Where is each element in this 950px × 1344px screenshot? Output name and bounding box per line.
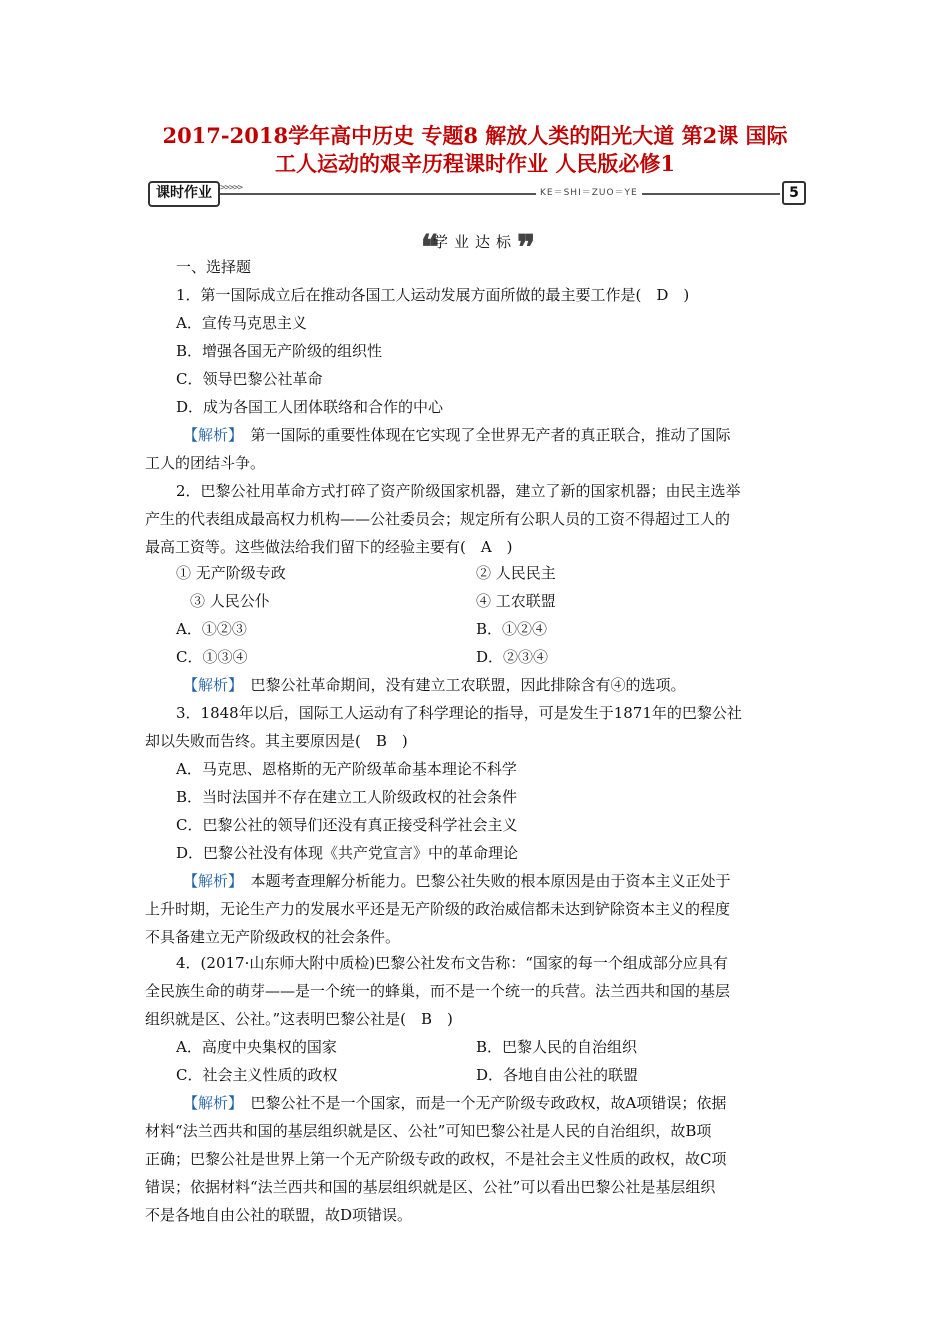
text-line	[145, 1121, 711, 1141]
text-line	[190, 591, 270, 611]
text-line	[145, 509, 730, 529]
line-text: 巴黎公社革命期间，没有建立工农联盟，因此排除含有④的选项。	[235, 676, 686, 694]
text-line	[176, 481, 741, 501]
line-text: ④ 工农联盟	[476, 592, 556, 610]
text-line	[145, 899, 730, 919]
line-text: 工人的团结斗争。	[145, 454, 266, 472]
text-line	[145, 453, 265, 473]
section-label: 学业达标	[432, 233, 517, 251]
line-text: B．①②④	[476, 620, 548, 638]
text-line	[176, 815, 517, 835]
text-line	[176, 787, 517, 807]
text-line	[145, 927, 400, 947]
text-line	[476, 647, 548, 667]
line-text: 不具备建立无产阶级政权的社会条件。	[145, 928, 401, 946]
line-text: 2．巴黎公社用革命方式打碎了资产阶级国家机器，建立了新的国家机器；由民主选举	[176, 482, 741, 500]
line-text: 材料“法兰西共和国的基层组织就是区、公社”可知巴黎公社是人民的自治组织，故B项	[145, 1122, 712, 1140]
analysis-label: 【解析】	[183, 426, 236, 444]
line-text: D．巴黎公社没有体现《共产党宣言》中的革命理论	[176, 844, 519, 862]
line-text: ③ 人民公仆	[190, 592, 270, 610]
text-line	[145, 1205, 412, 1225]
text-line	[176, 397, 443, 417]
text-line	[176, 647, 247, 667]
line-text: 3．1848年以后，国际工人运动有了科学理论的指导，可是发生于1871年的巴黎公社	[176, 704, 742, 722]
text-line	[176, 703, 742, 723]
text-line	[176, 1065, 337, 1085]
line-text: B．当时法国并不存在建立工人阶级政权的社会条件	[176, 788, 518, 806]
text-line	[176, 257, 251, 277]
text-line	[176, 759, 517, 779]
text-line	[176, 619, 247, 639]
homework-banner	[148, 181, 806, 205]
text-line	[176, 1037, 337, 1057]
line-text: A．马克思、恩格斯的无产阶级革命基本理论不科学	[176, 760, 517, 778]
line-text: B．增强各国无产阶级的组织性	[176, 342, 383, 360]
text-line	[145, 981, 730, 1001]
line-text: 组织就是区、公社。”这表明巴黎公社是( B )	[145, 1010, 453, 1028]
text-line	[476, 591, 556, 611]
line-text: D．成为各国工人团体联络和合作的中心	[176, 398, 444, 416]
text-line	[176, 313, 307, 333]
analysis-label: 【解析】	[183, 1094, 236, 1112]
analysis-line	[183, 871, 731, 891]
line-text: 全民族生命的萌芽——是一个统一的蜂巢，而不是一个统一的兵营。法兰西共和国的基层	[145, 982, 731, 1000]
line-text: 1．第一国际成立后在推动各国工人运动发展方面所做的最主要工作是( D )	[176, 286, 690, 304]
line-text: 错误；依据材料“法兰西共和国的基层组织就是区、公社”可以看出巴黎公社是基层组织	[145, 1178, 716, 1196]
title-line-1: 2017-2018学年高中历史 专题8 解放人类的阳光大道 第2课 国际	[162, 123, 788, 148]
line-text: A．高度中央集权的国家	[176, 1038, 337, 1056]
section-heading	[0, 228, 950, 268]
analysis-line	[183, 425, 731, 445]
line-text: 第一国际的重要性体现在它实现了全世界无产者的真正联合，推动了国际	[235, 426, 731, 444]
line-text: C．①③④	[176, 648, 248, 666]
line-text: 巴黎公社不是一个国家，而是一个无产阶级专政政权，故A项错误；依据	[235, 1094, 727, 1112]
text-line	[145, 731, 408, 751]
text-line	[476, 1037, 637, 1057]
banner-pinyin: KE＝SHI＝ZUO＝YE	[536, 185, 642, 198]
text-line	[145, 537, 513, 557]
line-text: C．巴黎公社的领导们还没有真正接受科学社会主义	[176, 816, 518, 834]
analysis-label: 【解析】	[183, 676, 236, 694]
line-text: D．②③④	[476, 648, 549, 666]
line-text: C．社会主义性质的政权	[176, 1066, 338, 1084]
line-text: C．领导巴黎公社革命	[176, 370, 323, 388]
quote-close-icon: ❞	[517, 228, 530, 268]
text-line	[176, 285, 689, 305]
line-text: ② 人民民主	[476, 564, 556, 582]
text-line	[176, 843, 518, 863]
analysis-line	[183, 675, 686, 695]
line-text: 本题考查理解分析能力。巴黎公社失败的根本原因是由于资本主义正处于	[235, 872, 731, 890]
document-title	[60, 122, 890, 178]
line-text: 却以失败而告终。其主要原因是( B )	[145, 732, 408, 750]
text-line	[176, 369, 322, 389]
line-text: 正确；巴黎公社是世界上第一个无产阶级专政的政权，不是社会主义性质的政权，故C项	[145, 1150, 727, 1168]
line-text: 产生的代表组成最高权力机构——公社委员会；规定所有公职人员的工资不得超过工人的	[145, 510, 731, 528]
title-line-2: 工人运动的艰辛历程课时作业 人民版必修1	[275, 151, 675, 176]
line-text: A．宣传马克思主义	[176, 314, 307, 332]
banner-rule	[220, 193, 780, 195]
text-line	[476, 563, 556, 583]
banner-number: 5	[782, 181, 806, 205]
banner-arrows: >>>>>	[220, 183, 243, 193]
text-line	[176, 563, 286, 583]
line-text: 最高工资等。这些做法给我们留下的经验主要有( A )	[145, 538, 513, 556]
text-line	[476, 1065, 638, 1085]
text-line	[145, 1177, 715, 1197]
quote-open-icon: ❝	[420, 228, 433, 268]
text-line	[176, 341, 382, 361]
line-text: A．①②③	[176, 620, 247, 638]
line-text: 不是各地自由公社的联盟，故D项错误。	[145, 1206, 413, 1224]
text-line	[145, 1149, 726, 1169]
line-text: 4．(2017·山东师大附中质检)巴黎公社发布文告称：“国家的每一个组成部分应具有	[176, 954, 728, 972]
line-text: ① 无产阶级专政	[176, 564, 286, 582]
text-line	[176, 953, 728, 973]
text-line	[145, 1009, 453, 1029]
line-text: 一、选择题	[176, 258, 252, 276]
text-line	[476, 619, 547, 639]
line-text: D．各地自由公社的联盟	[476, 1066, 639, 1084]
analysis-line	[183, 1093, 726, 1113]
analysis-label: 【解析】	[183, 872, 236, 890]
line-text: B．巴黎人民的自治组织	[476, 1038, 638, 1056]
line-text: 上升时期，无论生产力的发展水平还是无产阶级的政治威信都未达到铲除资本主义的程度	[145, 900, 731, 918]
banner-label: 课时作业	[148, 181, 220, 207]
